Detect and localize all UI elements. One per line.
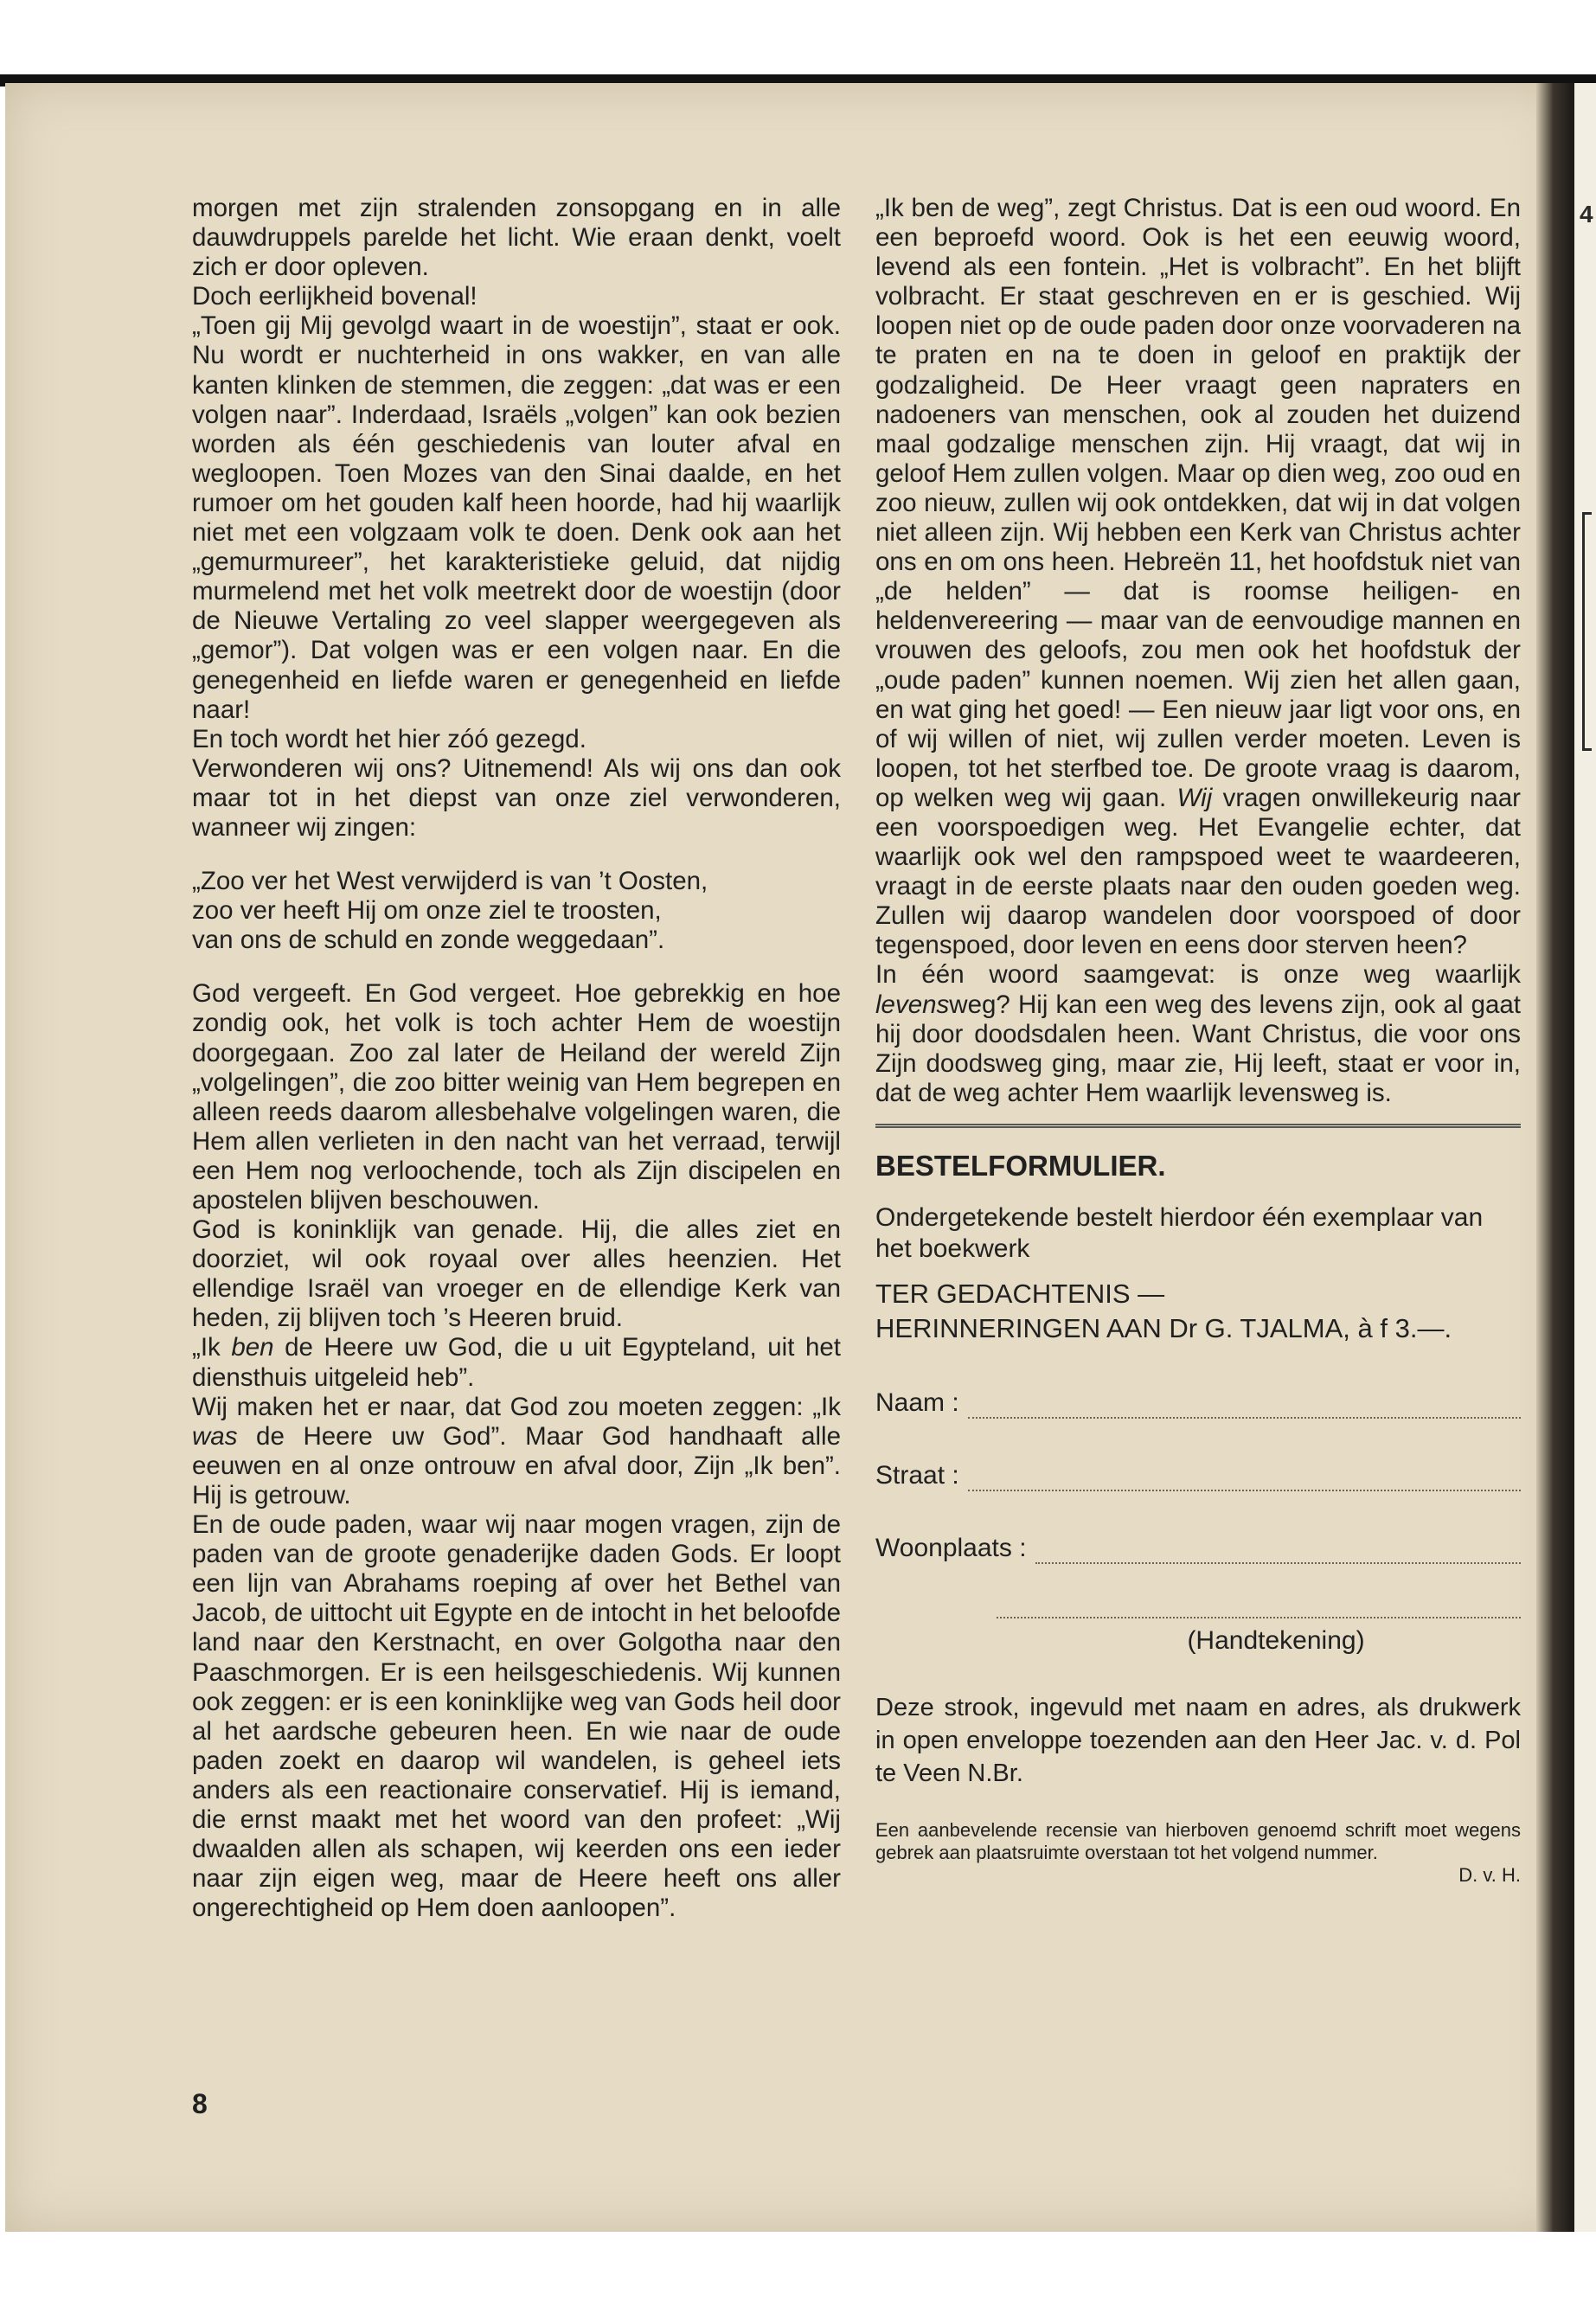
psalm-quote — [192, 867, 841, 955]
next-page-bracket-mark — [1582, 512, 1592, 751]
name-field[interactable] — [875, 1388, 1521, 1419]
paragraph: „Ik ben de Heere uw God, die u uit Egypteland, uit het diensthuis uitgeleid heb”. — [192, 1333, 841, 1392]
residence-fill-line[interactable] — [1035, 1540, 1521, 1564]
paragraph: Verwonderen wij ons? Uitnemend! Als wij ons dan ook maar tot in het diepst van onze ziel verwonderen, wanneer wij zingen: — [192, 753, 841, 842]
signature-label: (Handtekening) — [1187, 1625, 1365, 1655]
quote-line: van ons de schuld en zonde weggedaan”. — [192, 926, 665, 955]
paragraph: En toch wordt het hier zóó gezegd. — [192, 724, 586, 753]
street-field[interactable] — [875, 1460, 1521, 1491]
right-column — [875, 194, 1521, 1887]
mailing-instructions: Deze strook, ingevuld met naam en adres, als drukwerk in open enveloppe toezenden aan den Heer Jac. v. d. Pol te Veen N.Br. — [875, 1693, 1521, 1787]
next-page-fragment-mark: 4 — [1580, 201, 1593, 228]
footnote-signature: D. v. H. — [1458, 1863, 1521, 1886]
residence-label: Woonplaats : — [875, 1533, 1027, 1562]
book-title-line-2: HERINNERINGEN AAN Dr G. TJALMA, à f 3.—. — [875, 1312, 1452, 1343]
paragraph: In één woord saamgevat: is onze weg waarlijk levensweg? Hij kan een weg des levens zijn, ook al gaat hij door doodsdalen heen. Want Christus, die voor ons Zijn doodsweg ging, maar zie, Hij leeft, staat er voor in, dat de weg achter Hem waarlijk levensweg is. — [875, 960, 1521, 1107]
quote-line: zoo ver heeft Hij om onze ziel te troosten, — [192, 896, 662, 926]
paragraph: Doch eerlijkheid bovenal! — [192, 282, 478, 311]
name-label: Naam : — [875, 1388, 959, 1417]
order-form — [875, 1149, 1521, 1887]
next-page-edge — [1574, 83, 1596, 2232]
section-divider — [875, 1124, 1521, 1128]
book-title-line-1: TER GEDACHTENIS — — [875, 1278, 1165, 1309]
order-form-intro: Ondergetekende bestelt hierdoor één exemplaar van het boekwerk — [875, 1202, 1484, 1263]
street-label: Straat : — [875, 1460, 959, 1490]
paragraph: God vergeeft. En God vergeet. Hoe gebrekkig en hoe zondig ook, het volk is toch achter Hem de woestijn doorgegaan. Zoo zal later de Heiland der wereld Zijn „volgelingen”, die zoo bitter weinig van Hem begrepen en alleen reeds daarom allesbehalve volgelingen waren, die Hem allen verlieten in den nacht van het verraad, terwijl een Hem nog verloochende, toch als Zijn discipelen en apostelen blijven beschouwen. — [192, 979, 841, 1215]
quote-line: „Zoo ver het West verwijderd is van ’t Oosten, — [192, 867, 708, 896]
paragraph: „Ik ben de weg”, zegt Christus. Dat is een oud woord. En een beproefd woord. Ook is het een eeuwig woord, levend als een fontein. „Het is volbracht”. En het blijft volbracht. Er staat geschreven en er is geschied. Wij loopen niet op de oude paden door onze voorvaderen na te praten en na te doen in geloof en praktijk der godzaligheid. De Heer vraagt geen napraters en nadoeners van menschen, ook al zouden het duizend maal godzalige menschen zijn. Hij vraagt, dat wij in geloof Hem zullen volgen. Maar op dien weg, zoo oud en zoo nieuw, zullen wij ook ontdekken, dat wij in dat volgen niet alleen zijn. Wij hebben een Kerk van Christus achter ons en om ons heen. Hebreën 11, het hoofdstuk niet van „de helden” — dat is roomse heiligen- en heldenvereering — maar van de eenvoudige mannen en vrouwen des geloofs, zou men ook het hoofdstuk der „oude paden” kunnen noemen. Wij zien het allen gaan, en wat ging het goed! — Een nieuw jaar ligt voor ons, en of wij willen of niet, wij zullen verder moeten. Leven is loopen, tot het sterfbed toe. De groote vraag is daarom, op welken weg wij gaan. Wij vragen onwillekeurig naar een voorspoedigen weg. Het Evangelie echter, dat waarlijk ook wel den rampspoed weet te waardeeren, vraagt in de eerste plaats naar den ouden goeden weg. Zullen wij daarop wandelen door voorspoed of door tegenspoed, door leven en eens door sterven heen? — [875, 194, 1521, 960]
paragraph: morgen met zijn stralenden zonsopgang en in alle dauwdruppels parelde het licht. Wie eraan denkt, voelt zich er door opleven. — [192, 194, 841, 282]
page-number: 8 — [192, 2088, 208, 2119]
name-fill-line[interactable] — [968, 1394, 1521, 1419]
street-fill-line[interactable] — [968, 1467, 1521, 1491]
paragraph: „Toen gij Mij gevolgd waart in de woestijn”, staat er ook. Nu wordt er nuchterheid in ons wakker, en van alle kanten klinken de stemmen, die zeggen: „dat was er een volgen naar”. Inderdaad, Israëls „volgen” kan ook bezien worden als één geschiedenis van louter afval en wegloopen. Toen Mozes van den Sinai daalde, en het rumoer om het gouden kalf heen hoorde, had hij waarlijk niet met een volgzaam volk te doen. Denk ook aan het „gemurmureer”, het karakteristieke geluid, dat nijdig murmelend met het volk meetrekt door de woestijn (door de Nieuwe Vertaling zo veel slapper weergegeven als „gemor”). Dat volgen was er een volgen naar. En die genegenheid en liefde waren er genegenheid en liefde naar! — [192, 311, 841, 724]
paragraph: En de oude paden, waar wij naar mogen vragen, zijn de paden van de groote genaderijke daden Gods. Er loopt een lijn van Abrahams roeping af over het Bethel van Jacob, de uittocht uit Egypte en de intocht in het beloofde land naar den Kerstnacht, en over Golgotha naar den Paaschmorgen. Er is een heilsgeschiedenis. Wij kunnen ook zeggen: er is een koninklijke weg van Gods heil door al het aardsche gebeuren heen. En wie naar de oude paden zoekt en daarop wil wandelen, is geheel iets anders als een reactionaire conservatief. Hij is iemand, die ernst maakt met het woord van den profeet: „Wij dwaalden allen als schapen, wij keerden ons een ieder naar zijn eigen weg, maar de Heere heeft ons aller ongerechtigheid op Hem doen aanloopen”. — [192, 1510, 841, 1923]
binding-spine — [1536, 83, 1574, 2232]
order-form-heading: BESTELFORMULIER. — [875, 1149, 1166, 1182]
left-column — [192, 194, 841, 1923]
paragraph: God is koninklijk van genade. Hij, die alles ziet en doorziet, wil ook royaal over alles heenzien. Het ellendige Israël van vroeger en de ellendige Kerk van heden, zij blijven toch ’s Heeren bruid. — [192, 1215, 841, 1333]
paragraph: Wij maken het er naar, dat God zou moeten zeggen: „Ik was de Heere uw God”. Maar God handhaaft alle eeuwen en al onze ontrouw en afval door, Zijn „Ik ben”. Hij is getrouw. — [192, 1392, 841, 1509]
editorial-footnote: Een aanbevelende recensie van hierboven genoemd schrift moet wegens gebrek aan plaatsruimte overstaan tot het volgend nummer. D. v. H. — [875, 1818, 1521, 1886]
residence-field[interactable] — [875, 1533, 1521, 1564]
signature-line[interactable] — [997, 1616, 1521, 1618]
